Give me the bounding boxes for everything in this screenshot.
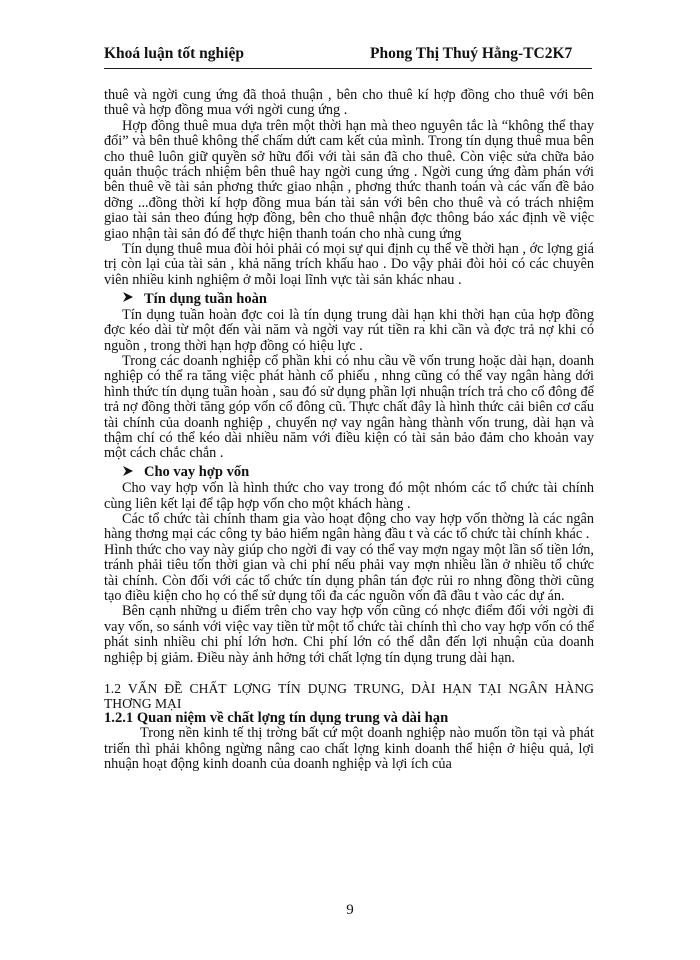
paragraph: Trong các doanh nghiệp cổ phần khi có nhu cầu về vốn trung hoặc dài hạn, doanh nghiệp có thể ra tăng việc phát hành cổ phiếu , nhng cũng có thể vay ngân hàng dới hình thức tín dụng tuần hoàn , sau đó sử dụng phần lợi nhuận trích trả cho cổ đông để trả nợ đồng thời tăng góp vốn cổ đông cũ. Thực chất đây là hình thức cải biên cơ cấu tài chính của doanh nghiệp , chuyển nợ vay ngân hàng thành vốn trung, dài hạn và thậm chí có thể kéo dài nhiều năm với điều kiện có tài sản bảo đảm cho khoản vay một cách chắc chắn . bbox=[104, 352, 594, 462]
paragraph: Hợp đồng thuê mua dựa trên một thời hạn mà theo nguyên tắc là “không thể thay đổi” và bên thuê không thể chấm dứt cam kết của mình. Trong tín dụng thuê mua bên cho thuê luôn giữ quyền sở hữu đối với tài sản đã cho thuê. Còn việc sửa chữa bảo quản thuộc trách nhiệm bên thuê hay ngời cung ứng . Ngời cung ứng đàm phán với bên thuê về tài sản phơng thức giao nhận , phơng thức thanh toán và các vấn đề bảo dỡng ...đồng thời kí hợp đồng mua bán tài sản với bên cho thuê và có trách nhiệm giao tài sản theo đúng hợp đồng, bên cho thuê nhận đợc thông báo xác định về việc giao nhận tài sản đó để thực hiện thanh toán cho nhà cung ứng bbox=[104, 117, 594, 242]
arrow-bullet-icon bbox=[122, 291, 136, 307]
paragraph: Tín dụng tuần hoàn đợc coi là tín dụng trung dài hạn khi thời hạn của hợp đồng đợc kéo dài từ một đến vài năm và ngời vay rút tiền ra khi cần và đợc trả nợ khi có nguồn , trong thời hạn hợp đồng có hiệu lực . bbox=[104, 306, 594, 354]
body-text bbox=[104, 88, 594, 773]
section-heading: 1.2 VẤN ĐỀ CHẤT LỢNG TÍN DỤNG TRUNG, DÀI HẠN TẠI NGÂN HÀNG THƠNG MẠI bbox=[104, 681, 594, 711]
paragraph: Trong nền kinh tế thị trờng bất cứ một doanh nghiệp nào muốn tồn tại và phát triển thì phải không ngừng nâng cao chất lợng kinh doanh thể hiện ở hiệu quả, lợi nhuận hoạt động kinh doanh của doanh nghiệp và lợi ích của bbox=[104, 725, 594, 773]
bullet-heading-syndicated-loan bbox=[104, 465, 594, 481]
paragraph: thuê và ngời cung ứng đã thoả thuận , bên cho thuê kí hợp đồng cho thuê với bên thuê và hợp đồng mua với ngời cung ứng . bbox=[104, 87, 594, 119]
header-rule bbox=[104, 68, 592, 69]
paragraph: Các tổ chức tài chính tham gia vào hoạt động cho vay hợp vốn thờng là các ngân hàng thơng mại các công ty bảo hiểm ngân hàng đầu t và các tổ chức tài chính khác . bbox=[104, 510, 594, 543]
bullet-heading-revolving-credit bbox=[104, 291, 594, 307]
paragraph: Tín dụng thuê mua đòi hỏi phải có mọi sự qui định cụ thể về thời hạn , ớc lợng giá trị còn lại của tài sản , khả năng trích khấu hao . Do vậy phải đòi hỏi có các chuyên viên nhiều kinh nghiệm ở mỗi loại lĩnh vực tài sản khác nhau . bbox=[104, 241, 594, 288]
arrow-bullet-icon bbox=[122, 465, 136, 481]
paragraph: Bên cạnh những u điểm trên cho vay hợp vốn cũng có nhợc điểm đối với ngời đi vay vốn, so sánh với việc vay tiền từ một tổ chức tài chính thì cho vay hợp vốn có thể phát sinh nhiều chi phí lớn hơn. Chi phí lớn có thể dẫn đến lợi nhuận của doanh nghiệp bị giảm. Điều này ảnh hởng tới chất lợng tín dụng trung dài hạn. bbox=[104, 603, 595, 666]
spacer bbox=[104, 666, 594, 682]
paragraph: Hình thức cho vay này giúp cho ngời đi vay có thể vay mợn ngay một lần số tiền lớn, tránh phải tiêu tốn thời gian và chi phí nếu phải vay mợn nhiều lần ở nhiều tổ chức tài chính. Còn đối với các tổ chức tín dụng phân tán đợc rủi ro nhng đồng thời cũng tạo điều kiện cho họ có thể sử dụng tối đa các nguồn vốn đã đầu t vào các dự án. bbox=[104, 541, 594, 604]
header-title: Khoá luận tốt nghiệp bbox=[104, 45, 244, 62]
page-number: 9 bbox=[346, 902, 354, 918]
subsection-heading: 1.2.1 Quan niệm về chất lợng tín dụng trung và dài hạn bbox=[104, 710, 449, 727]
heading-text: Cho vay hợp vốn bbox=[144, 464, 250, 481]
heading-text: Tín dụng tuần hoàn bbox=[144, 290, 267, 307]
paragraph: Cho vay hợp vốn là hình thức cho vay trong đó một nhóm các tổ chức tài chính cùng liên kết lại để tập hợp vốn cho một khách hàng . bbox=[104, 480, 594, 512]
header-author: Phong Thị Thuý Hằng-TC2K7 bbox=[370, 45, 573, 62]
